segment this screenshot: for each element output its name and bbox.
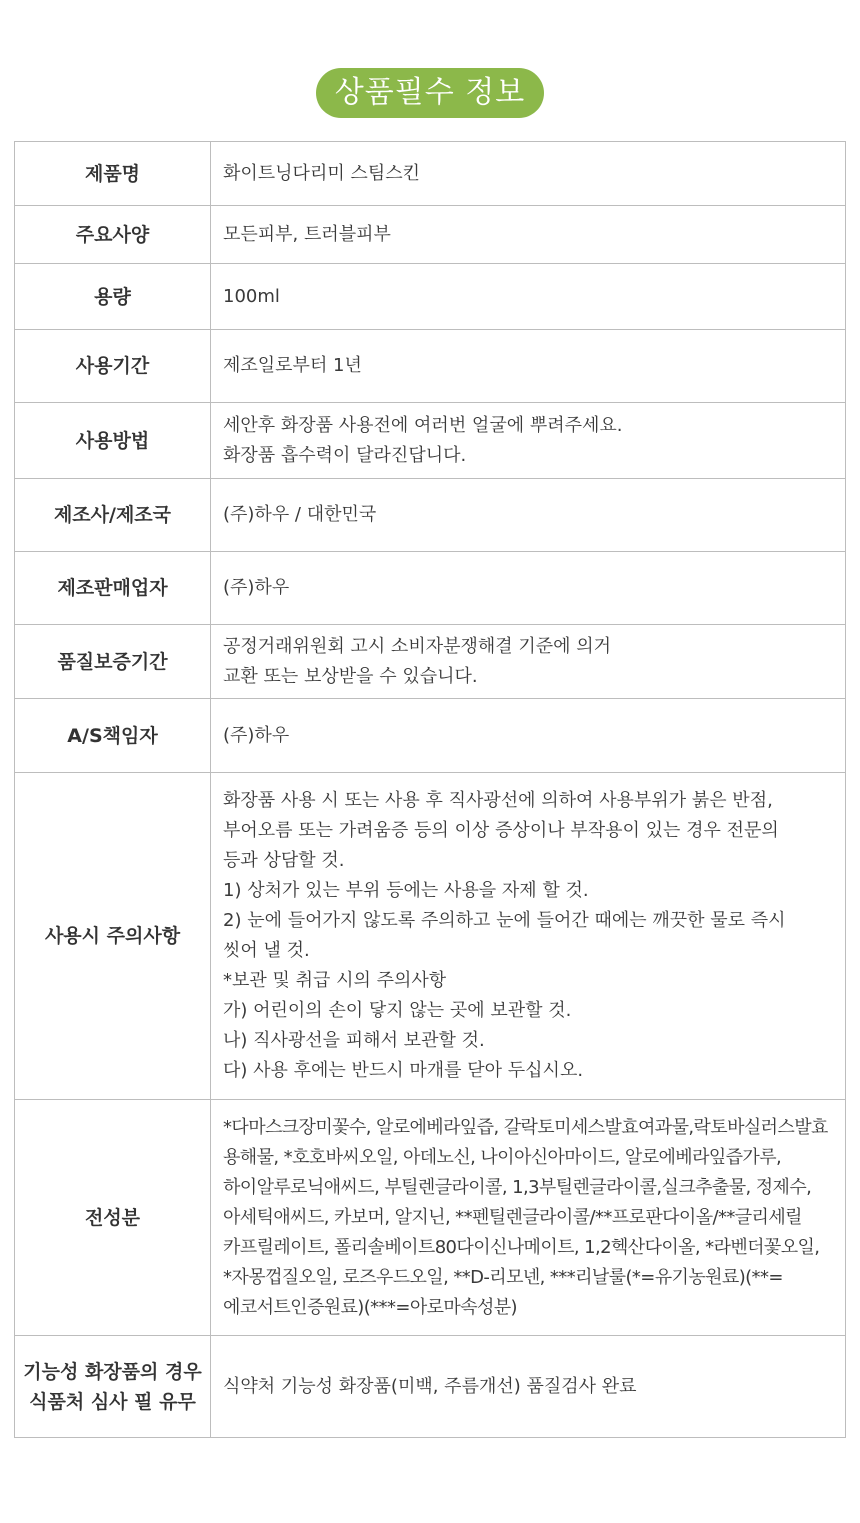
table-row-usage-period	[15, 330, 846, 403]
row-value: 화이트닝다리미 스팀스킨	[211, 142, 846, 206]
table-row-distributor	[15, 552, 846, 625]
row-label: 제조판매업자	[15, 552, 211, 625]
product-info-table	[14, 141, 846, 1438]
page-title: 상품필수 정보	[316, 68, 544, 118]
table-row-functional-review	[15, 1336, 846, 1438]
row-value: 100ml	[211, 264, 846, 330]
row-label: 주요사양	[15, 206, 211, 264]
row-value: (주)하우	[211, 699, 846, 773]
row-value: *다마스크장미꽃수, 알로에베라잎즙, 갈락토미세스발효여과물,락토바실러스발효 용해물, *호호바씨오일, 아데노신, 나이아신아마이드, 알로에베라잎즙가루, 하이알루로닉애씨드, 부틸렌글라이콜, 1,3부틸렌글라이콜,실크추출물, 정제수, 아세틱애씨드, 카보머, 알지닌, **펜틸렌글라이콜/**프로판다이올/**글리세릴 카프릴레이트, 폴리솔베이트80다이신나메이트, 1,2헥산다이올, *라벤더꽃오일, *자몽껍질오일, 로즈우드오일, **D-리모넨, ***리날룰(*=유기농원료)(**= 에코서트인증원료)(***=아로마속성분)	[211, 1100, 846, 1336]
table-row-precautions	[15, 773, 846, 1100]
table-row-usage-method	[15, 403, 846, 479]
row-label: 제품명	[15, 142, 211, 206]
row-label: 제조사/제조국	[15, 479, 211, 552]
table-row-warranty	[15, 625, 846, 699]
table-row-as-manager	[15, 699, 846, 773]
table-row-volume	[15, 264, 846, 330]
row-label: 용량	[15, 264, 211, 330]
row-value: 모든피부, 트러블피부	[211, 206, 846, 264]
row-label: 기능성 화장품의 경우 식품처 심사 필 유무	[15, 1336, 211, 1438]
row-value: (주)하우 / 대한민국	[211, 479, 846, 552]
row-value: 세안후 화장품 사용전에 여러번 얼굴에 뿌려주세요. 화장품 흡수력이 달라진답니다.	[211, 403, 846, 479]
table-row-product-name	[15, 142, 846, 206]
row-label: 사용시 주의사항	[15, 773, 211, 1100]
row-label: 사용방법	[15, 403, 211, 479]
row-label: A/S책임자	[15, 699, 211, 773]
row-value: (주)하우	[211, 552, 846, 625]
table-row-manufacturer	[15, 479, 846, 552]
table-row-main-spec	[15, 206, 846, 264]
row-label: 전성분	[15, 1100, 211, 1336]
row-value: 공정거래위원회 고시 소비자분쟁해결 기준에 의거 교환 또는 보상받을 수 있습니다.	[211, 625, 846, 699]
row-value: 화장품 사용 시 또는 사용 후 직사광선에 의하여 사용부위가 붉은 반점, 부어오름 또는 가려움증 등의 이상 증상이나 부작용이 있는 경우 전문의 등과 상담할 것. 1) 상처가 있는 부위 등에는 사용을 자제 할 것. 2) 눈에 들어가지 않도록 주의하고 눈에 들어간 때에는 깨끗한 물로 즉시 씻어 낼 것. *보관 및 취급 시의 주의사항 가) 어린이의 손이 닿지 않는 곳에 보관할 것. 나) 직사광선을 피해서 보관할 것. 다) 사용 후에는 반드시 마개를 닫아 두십시오.	[211, 773, 846, 1100]
table-row-ingredients	[15, 1100, 846, 1336]
row-label: 품질보증기간	[15, 625, 211, 699]
row-value: 식약처 기능성 화장품(미백, 주름개선) 품질검사 완료	[211, 1336, 846, 1438]
row-label: 사용기간	[15, 330, 211, 403]
row-value: 제조일로부터 1년	[211, 330, 846, 403]
